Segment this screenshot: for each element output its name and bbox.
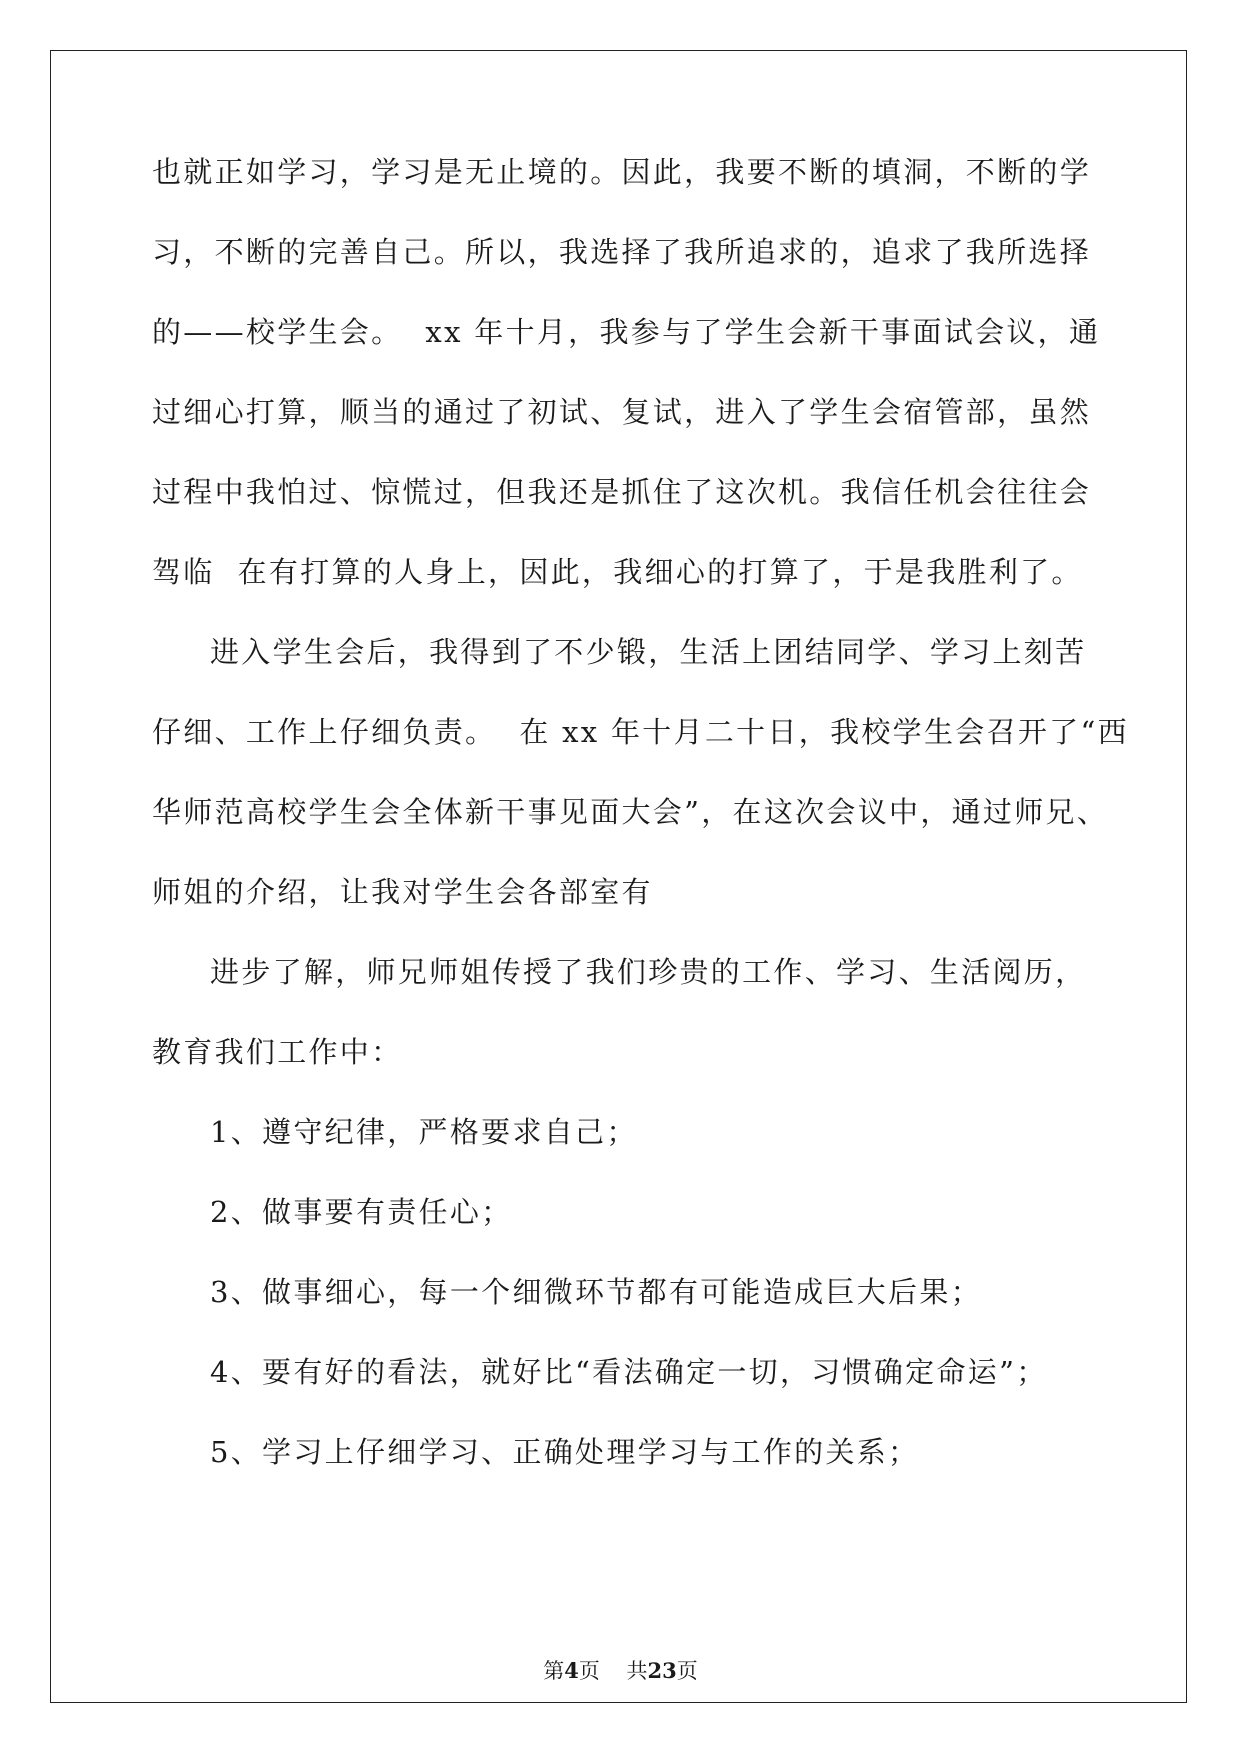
footer-total-prefix: 共	[626, 1659, 648, 1683]
text-line-10: 师姐的介绍，让我对学生会各部室有	[152, 875, 653, 909]
text-line-2: 习，不断的完善自己。所以，我选择了我所追求的，追求了我所选择	[152, 235, 1092, 269]
total-page-count: 23	[647, 1658, 677, 1683]
list-item-5: 5、学习上仔细学习、正确处理学习与工作的关系；	[210, 1435, 920, 1469]
list-item-4: 4、要有好的看法，就好比“看法确定一切，习惯确定命运”；	[210, 1355, 1048, 1389]
current-page-number: 4	[564, 1658, 579, 1683]
text-line-8: 仔细、工作上仔细负责。 在 xx 年十月二十日，我校学生会召开了“西	[152, 715, 1129, 749]
list-item-3: 3、做事细心，每一个细微环节都有可能造成巨大后果；	[210, 1275, 982, 1309]
footer-total-suffix: 页	[676, 1659, 698, 1683]
text-line-4: 过细心打算，顺当的通过了初试、复试，进入了学生会宿管部，虽然	[152, 395, 1092, 429]
text-line-3: 的——校学生会。 xx 年十月，我参与了学生会新干事面试会议，通	[152, 315, 1101, 349]
footer-page-suffix: 页	[578, 1659, 600, 1683]
list-item-2: 2、做事要有责任心；	[210, 1195, 513, 1229]
text-line-1: 也就正如学习，学习是无止境的。因此，我要不断的填洞，不断的学	[152, 155, 1092, 189]
text-line-7: 进入学生会后，我得到了不少锻，生活上团结同学、学习上刻苦	[210, 635, 1087, 669]
text-line-11: 进步了解，师兄师姐传授了我们珍贵的工作、学习、生活阅历，	[210, 955, 1087, 989]
footer-prefix: 第	[543, 1659, 565, 1683]
list-item-1: 1、遵守纪律，严格要求自己；	[210, 1115, 638, 1149]
text-line-12: 教育我们工作中：	[152, 1035, 403, 1069]
page-footer	[0, 1658, 1241, 1684]
text-line-6: 驾临 在有打算的人身上，因此，我细心的打算了，于是我胜利了。	[152, 555, 1083, 589]
text-line-9: 华师范高校学生会全体新干事见面大会”，在这次会议中，通过师兄、	[152, 795, 1109, 829]
text-line-5: 过程中我怕过、惊慌过，但我还是抓住了这次机。我信任机会往往会	[152, 475, 1092, 509]
